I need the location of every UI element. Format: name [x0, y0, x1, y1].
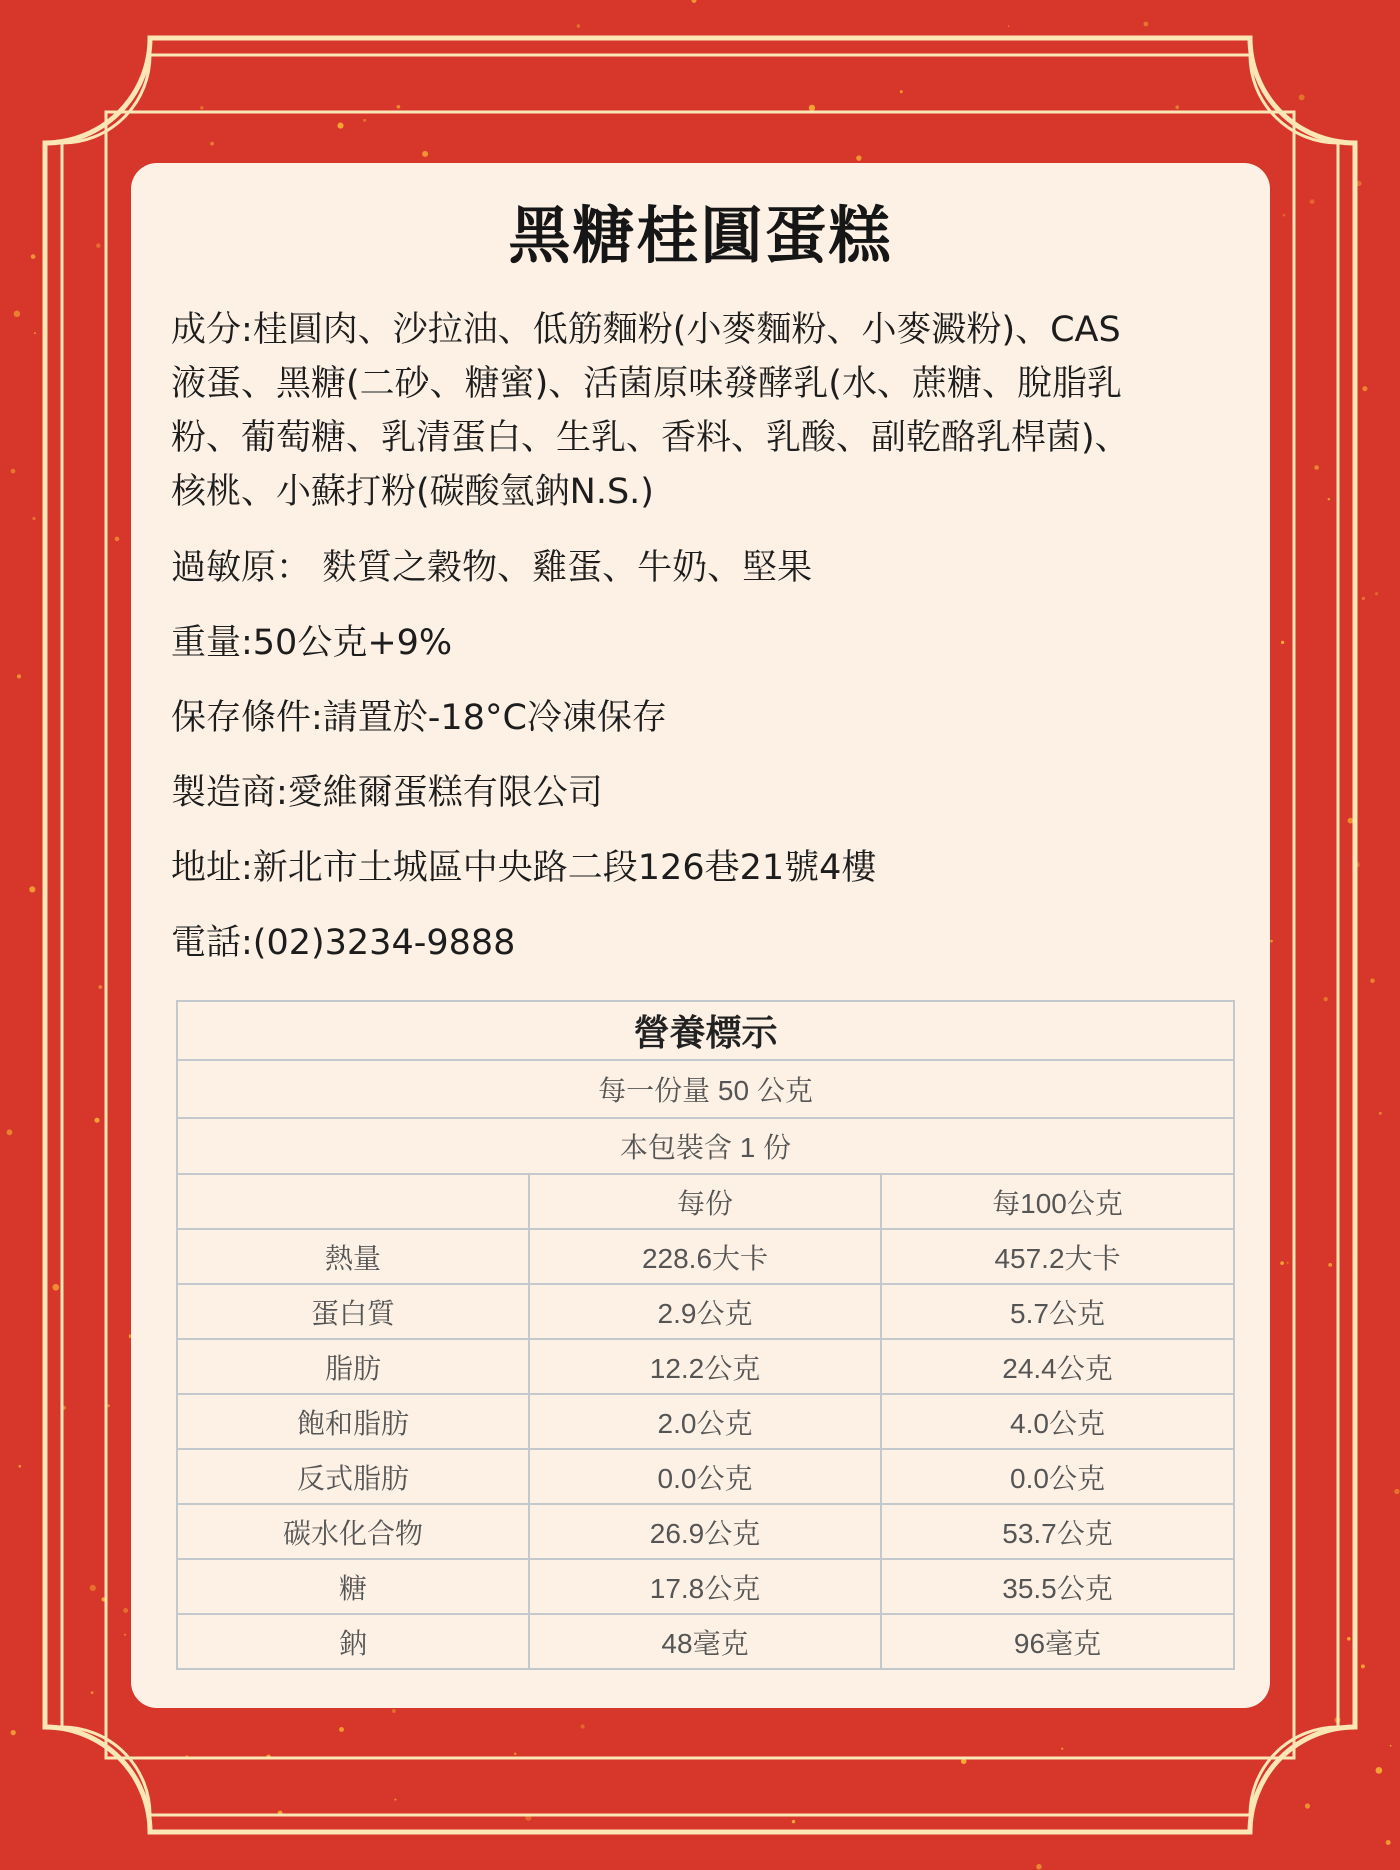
table-row — [177, 1614, 1234, 1669]
per-100g-value: 0.0公克 — [881, 1449, 1234, 1504]
table-row — [177, 1504, 1234, 1559]
product-title: 黑糖桂圓蛋糕 — [508, 199, 893, 272]
nutrient-name: 飽和脂肪 — [177, 1394, 529, 1449]
label-card — [131, 163, 1270, 1708]
per-100g-value: 457.2大卡 — [881, 1229, 1234, 1284]
phone-text: 電話:(02)3234-9888 — [171, 923, 516, 963]
per-serving-value: 12.2公克 — [529, 1339, 881, 1394]
ingredients-line: 液蛋、黑糖(二砂、糖蜜)、活菌原味發酵乳(水、蔗糖、脫脂乳 — [171, 364, 1122, 404]
nutrient-name: 反式脂肪 — [177, 1449, 529, 1504]
table-row — [177, 1394, 1234, 1449]
nutrition-heading: 營養標示 — [177, 1001, 1234, 1060]
nutrient-name: 鈉 — [177, 1614, 529, 1669]
nutrient-name: 熱量 — [177, 1229, 529, 1284]
column-header-blank — [177, 1174, 529, 1229]
table-row — [177, 1339, 1234, 1394]
per-100g-value: 53.7公克 — [881, 1504, 1234, 1559]
serving-size: 每一份量 50 公克 — [177, 1060, 1234, 1118]
servings-per-package: 本包裝含 1 份 — [177, 1118, 1234, 1174]
manufacturer-text: 製造商:愛維爾蛋糕有限公司 — [171, 773, 603, 813]
table-row — [177, 1229, 1234, 1284]
nutrient-name: 脂肪 — [177, 1339, 529, 1394]
column-header-per-serving: 每份 — [529, 1174, 881, 1229]
per-100g-value: 5.7公克 — [881, 1284, 1234, 1339]
ingredients-line: 核桃、小蘇打粉(碳酸氫鈉N.S.) — [171, 472, 654, 512]
table-row — [177, 1284, 1234, 1339]
address-text: 地址:新北市土城區中央路二段126巷21號4樓 — [171, 848, 877, 888]
nutrient-name: 蛋白質 — [177, 1284, 529, 1339]
column-header-per-100g: 每100公克 — [881, 1174, 1234, 1229]
allergens-text: 過敏原： 麩質之穀物、雞蛋、牛奶、堅果 — [171, 548, 813, 588]
ingredients-text — [171, 303, 1251, 519]
per-serving-value: 228.6大卡 — [529, 1229, 881, 1284]
ingredients-line: 粉、葡萄糖、乳清蛋白、生乳、香料、乳酸、副乾酪乳桿菌)、 — [171, 418, 1130, 458]
ingredients-line: 成分:桂圓肉、沙拉油、低筋麵粉(小麥麵粉、小麥澱粉)、CAS — [171, 310, 1121, 350]
per-serving-value: 2.0公克 — [529, 1394, 881, 1449]
per-100g-value: 24.4公克 — [881, 1339, 1234, 1394]
storage-text: 保存條件:請置於-18°C冷凍保存 — [171, 698, 667, 738]
table-row — [177, 1449, 1234, 1504]
table-row — [177, 1559, 1234, 1614]
per-100g-value: 4.0公克 — [881, 1394, 1234, 1449]
per-100g-value: 96毫克 — [881, 1614, 1234, 1669]
nutrient-name: 碳水化合物 — [177, 1504, 529, 1559]
per-100g-value: 35.5公克 — [881, 1559, 1234, 1614]
per-serving-value: 26.9公克 — [529, 1504, 881, 1559]
per-serving-value: 2.9公克 — [529, 1284, 881, 1339]
nutrient-name: 糖 — [177, 1559, 529, 1614]
weight-text: 重量:50公克+9% — [171, 623, 453, 663]
nutrition-table — [176, 1000, 1235, 1670]
per-serving-value: 48毫克 — [529, 1614, 881, 1669]
per-serving-value: 17.8公克 — [529, 1559, 881, 1614]
per-serving-value: 0.0公克 — [529, 1449, 881, 1504]
